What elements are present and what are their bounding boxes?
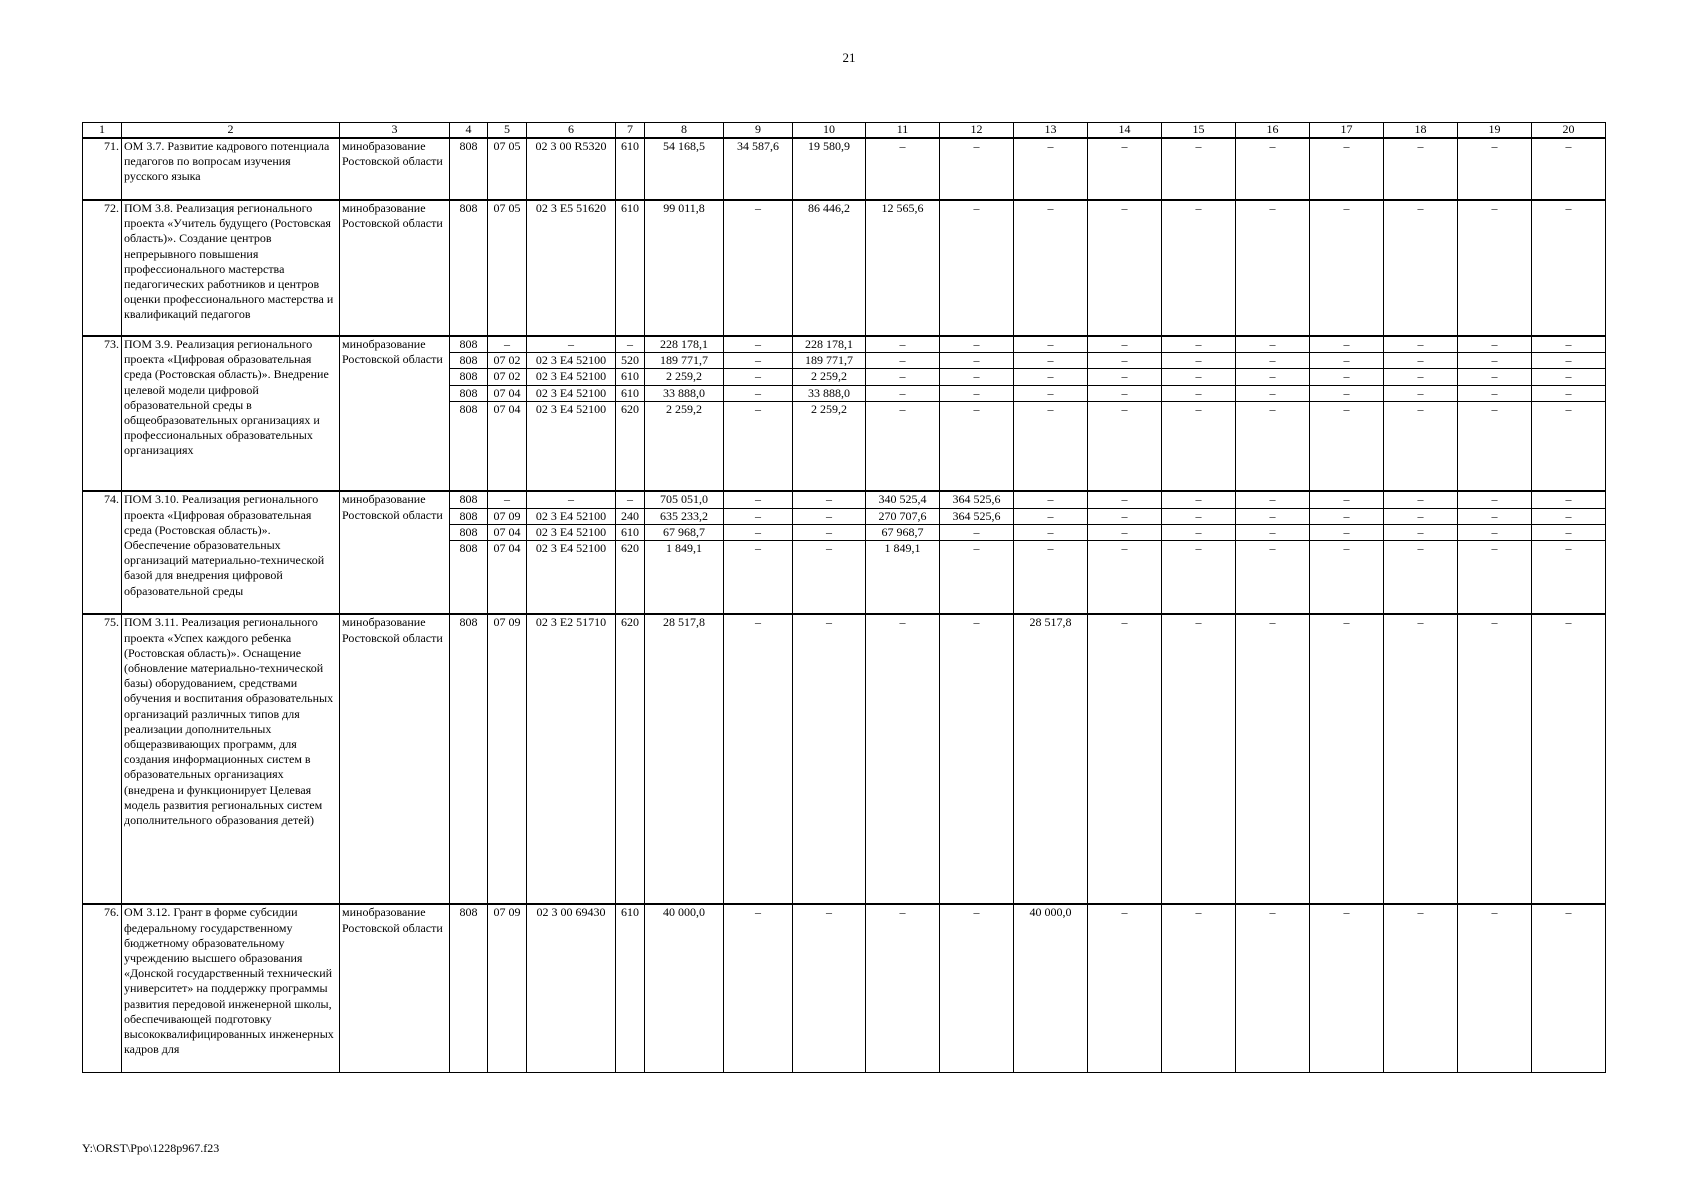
year-amount-cell: – — [793, 508, 866, 524]
year-amount-cell: – — [1162, 508, 1236, 524]
year-amount-cell: – — [1088, 401, 1162, 491]
column-number-header: 17 — [1310, 123, 1384, 139]
measure-name: ПОМ 3.10. Реализация регионального проекта «Цифровая образовательная среда (Ростовская область)». Обеспечение образовательных организаций материально-технической базой для внедрения цифровой образовательной среды — [122, 491, 340, 614]
year-amount-cell: – — [1236, 508, 1310, 524]
section-code-cell: 07 04 — [488, 524, 527, 540]
year-amount-cell: – — [1384, 401, 1458, 491]
year-amount-cell: – — [1384, 524, 1458, 540]
expense-type-cell: 610 — [616, 369, 645, 385]
year-amount-cell: – — [940, 353, 1014, 369]
year-amount-cell: – — [1236, 904, 1310, 1072]
grbs-code-cell: 808 — [450, 614, 488, 904]
year-amount-cell: – — [724, 491, 793, 508]
year-amount-cell: – — [1310, 904, 1384, 1072]
year-amount-cell: – — [1310, 614, 1384, 904]
year-amount-cell: – — [866, 138, 940, 200]
section-code-cell: 07 05 — [488, 138, 527, 200]
year-amount-cell: – — [940, 401, 1014, 491]
year-amount-cell: – — [1162, 540, 1236, 614]
year-amount-cell: 34 587,6 — [724, 138, 793, 200]
year-amount-cell: – — [1088, 353, 1162, 369]
year-amount-cell: – — [1088, 508, 1162, 524]
year-amount-cell: – — [1384, 491, 1458, 508]
grbs-code-cell: 808 — [450, 138, 488, 200]
year-amount-cell: 364 525,6 — [940, 508, 1014, 524]
year-amount-cell: – — [1162, 336, 1236, 353]
target-article-cell: 02 3 E4 52100 — [527, 385, 616, 401]
year-amount-cell: – — [1236, 401, 1310, 491]
year-amount-cell: – — [940, 138, 1014, 200]
year-amount-cell: – — [1014, 385, 1088, 401]
year-amount-cell: – — [1458, 385, 1532, 401]
year-amount-cell: – — [1088, 540, 1162, 614]
year-amount-cell: – — [793, 491, 866, 508]
column-number-header: 5 — [488, 123, 527, 139]
year-amount-cell: – — [1162, 200, 1236, 336]
total-amount-cell: 40 000,0 — [645, 904, 724, 1072]
grbs-code-cell: 808 — [450, 524, 488, 540]
year-amount-cell: – — [1310, 336, 1384, 353]
year-amount-cell: – — [1384, 904, 1458, 1072]
year-amount-cell: – — [1384, 336, 1458, 353]
year-amount-cell: – — [1088, 491, 1162, 508]
target-article-cell: – — [527, 336, 616, 353]
year-amount-cell: – — [1162, 353, 1236, 369]
year-amount-cell: – — [1458, 508, 1532, 524]
executor: минобразование Ростовской области — [340, 138, 450, 200]
year-amount-cell: – — [1458, 369, 1532, 385]
row-number: 73. — [83, 336, 122, 491]
column-number-header: 10 — [793, 123, 866, 139]
grbs-code-cell: 808 — [450, 336, 488, 353]
year-amount-cell: – — [1384, 385, 1458, 401]
table-row — [83, 336, 1606, 353]
year-amount-cell: – — [1014, 369, 1088, 385]
expense-type-cell: 620 — [616, 401, 645, 491]
year-amount-cell: – — [866, 353, 940, 369]
total-amount-cell: 54 168,5 — [645, 138, 724, 200]
year-amount-cell: – — [724, 200, 793, 336]
year-amount-cell: – — [1384, 540, 1458, 614]
total-amount-cell: 99 011,8 — [645, 200, 724, 336]
total-amount-cell: 189 771,7 — [645, 353, 724, 369]
year-amount-cell: – — [1310, 540, 1384, 614]
year-amount-cell: – — [1014, 524, 1088, 540]
year-amount-cell: – — [1310, 369, 1384, 385]
section-code-cell: 07 04 — [488, 401, 527, 491]
expense-type-cell: 610 — [616, 385, 645, 401]
year-amount-cell: – — [1310, 508, 1384, 524]
year-amount-cell: 28 517,8 — [1014, 614, 1088, 904]
year-amount-cell: – — [1532, 401, 1606, 491]
year-amount-cell: – — [1458, 524, 1532, 540]
grbs-code-cell: 808 — [450, 904, 488, 1072]
total-amount-cell: 2 259,2 — [645, 369, 724, 385]
year-amount-cell: – — [1532, 200, 1606, 336]
year-amount-cell: – — [724, 369, 793, 385]
year-amount-cell: – — [940, 614, 1014, 904]
year-amount-cell: – — [1384, 508, 1458, 524]
table-row — [83, 614, 1606, 904]
expense-type-cell: 610 — [616, 904, 645, 1072]
year-amount-cell: – — [1310, 200, 1384, 336]
year-amount-cell: 2 259,2 — [793, 369, 866, 385]
section-code-cell: – — [488, 336, 527, 353]
table-row — [83, 200, 1606, 336]
grbs-code-cell: 808 — [450, 508, 488, 524]
year-amount-cell: – — [940, 369, 1014, 385]
section-code-cell: – — [488, 491, 527, 508]
expense-type-cell: 240 — [616, 508, 645, 524]
year-amount-cell: – — [1310, 524, 1384, 540]
table-row — [83, 904, 1606, 1072]
column-number-header: 18 — [1384, 123, 1458, 139]
measure-name: ОМ 3.7. Развитие кадрового потенциала педагогов по вопросам изучения русского языка — [122, 138, 340, 200]
year-amount-cell: 33 888,0 — [793, 385, 866, 401]
year-amount-cell: 1 849,1 — [866, 540, 940, 614]
column-number-header: 8 — [645, 123, 724, 139]
target-article-cell: 02 3 00 69430 — [527, 904, 616, 1072]
year-amount-cell: – — [1236, 491, 1310, 508]
column-number-header: 1 — [83, 123, 122, 139]
column-number-header: 2 — [122, 123, 340, 139]
column-number-header: 15 — [1162, 123, 1236, 139]
year-amount-cell: 228 178,1 — [793, 336, 866, 353]
row-number: 72. — [83, 200, 122, 336]
year-amount-cell: – — [1532, 353, 1606, 369]
year-amount-cell: – — [1088, 200, 1162, 336]
page-number: 21 — [842, 50, 856, 65]
year-amount-cell: – — [1162, 138, 1236, 200]
year-amount-cell: 19 580,9 — [793, 138, 866, 200]
year-amount-cell: – — [940, 540, 1014, 614]
year-amount-cell: 270 707,6 — [866, 508, 940, 524]
year-amount-cell: – — [1014, 540, 1088, 614]
year-amount-cell: – — [724, 336, 793, 353]
year-amount-cell: – — [1014, 200, 1088, 336]
year-amount-cell: – — [793, 614, 866, 904]
year-amount-cell: – — [724, 540, 793, 614]
column-number-header: 19 — [1458, 123, 1532, 139]
year-amount-cell: – — [1384, 353, 1458, 369]
year-amount-cell: – — [1162, 491, 1236, 508]
section-code-cell: 07 05 — [488, 200, 527, 336]
target-article-cell: 02 3 E4 52100 — [527, 353, 616, 369]
year-amount-cell: – — [1532, 369, 1606, 385]
year-amount-cell: 340 525,4 — [866, 491, 940, 508]
column-number-header: 11 — [866, 123, 940, 139]
year-amount-cell: – — [724, 904, 793, 1072]
year-amount-cell: – — [1384, 138, 1458, 200]
year-amount-cell: – — [1458, 540, 1532, 614]
year-amount-cell: – — [1162, 369, 1236, 385]
year-amount-cell: – — [1310, 138, 1384, 200]
grbs-code-cell: 808 — [450, 491, 488, 508]
row-number: 75. — [83, 614, 122, 904]
column-number-header: 6 — [527, 123, 616, 139]
year-amount-cell: – — [1532, 614, 1606, 904]
target-article-cell: 02 3 E5 51620 — [527, 200, 616, 336]
year-amount-cell: – — [1162, 401, 1236, 491]
section-code-cell: 07 09 — [488, 904, 527, 1072]
year-amount-cell: – — [940, 336, 1014, 353]
year-amount-cell: – — [866, 385, 940, 401]
total-amount-cell: 67 968,7 — [645, 524, 724, 540]
column-number-header: 12 — [940, 123, 1014, 139]
year-amount-cell: 86 446,2 — [793, 200, 866, 336]
expense-type-cell: 610 — [616, 200, 645, 336]
year-amount-cell: – — [793, 524, 866, 540]
row-number: 74. — [83, 491, 122, 614]
expense-type-cell: – — [616, 336, 645, 353]
grbs-code-cell: 808 — [450, 369, 488, 385]
year-amount-cell: – — [1088, 524, 1162, 540]
year-amount-cell: – — [1458, 336, 1532, 353]
column-number-header: 20 — [1532, 123, 1606, 139]
target-article-cell: 02 3 E2 51710 — [527, 614, 616, 904]
target-article-cell: 02 3 E4 52100 — [527, 508, 616, 524]
year-amount-cell: – — [724, 353, 793, 369]
year-amount-cell: – — [940, 385, 1014, 401]
year-amount-cell: – — [1088, 614, 1162, 904]
year-amount-cell: – — [1532, 138, 1606, 200]
year-amount-cell: – — [1014, 401, 1088, 491]
column-number-header: 9 — [724, 123, 793, 139]
year-amount-cell: – — [1236, 200, 1310, 336]
total-amount-cell: 2 259,2 — [645, 401, 724, 491]
year-amount-cell: – — [724, 385, 793, 401]
year-amount-cell: – — [1162, 904, 1236, 1072]
total-amount-cell: 228 178,1 — [645, 336, 724, 353]
year-amount-cell: – — [1310, 491, 1384, 508]
year-amount-cell: – — [1088, 336, 1162, 353]
year-amount-cell: – — [1236, 524, 1310, 540]
year-amount-cell: – — [866, 369, 940, 385]
year-amount-cell: – — [1236, 353, 1310, 369]
target-article-cell: 02 3 E4 52100 — [527, 369, 616, 385]
measure-name: ПОМ 3.8. Реализация регионального проекта «Учитель будущего (Ростовская область)». Создание центров непрерывного повышения профессионального мастерства педагогических работников и центров оценки профессионального мастерства и квалификаций педагогов — [122, 200, 340, 336]
year-amount-cell: – — [940, 200, 1014, 336]
total-amount-cell: 635 233,2 — [645, 508, 724, 524]
year-amount-cell: – — [1014, 491, 1088, 508]
grbs-code-cell: 808 — [450, 353, 488, 369]
header-row — [83, 123, 1606, 139]
total-amount-cell: 28 517,8 — [645, 614, 724, 904]
year-amount-cell: 67 968,7 — [866, 524, 940, 540]
target-article-cell: 02 3 E4 52100 — [527, 540, 616, 614]
year-amount-cell: – — [866, 401, 940, 491]
row-number: 76. — [83, 904, 122, 1072]
measure-name: ПОМ 3.11. Реализация регионального проекта «Успех каждого ребенка (Ростовская область)». Оснащение (обновление материально-технической базы) оборудованием, средствами обучения и воспитания образовательных организаций различных типов для реализации дополнительных общеразвивающих программ, для создания информационных систем в образовательных организациях (внедрена и функционирует Целевая модель развития региональных систем дополнительного образования детей) — [122, 614, 340, 904]
year-amount-cell: – — [1236, 385, 1310, 401]
year-amount-cell: – — [1458, 401, 1532, 491]
executor: минобразование Ростовской области — [340, 614, 450, 904]
year-amount-cell: – — [1458, 138, 1532, 200]
expense-type-cell: – — [616, 491, 645, 508]
year-amount-cell: – — [724, 401, 793, 491]
measure-name: ПОМ 3.9. Реализация регионального проекта «Цифровая образовательная среда (Ростовская область)». Внедрение целевой модели цифровой образовательной среды в общеобразовательных организациях и профессиональных образовательных организациях — [122, 336, 340, 491]
year-amount-cell: – — [1162, 385, 1236, 401]
year-amount-cell: – — [1310, 353, 1384, 369]
expense-type-cell: 620 — [616, 540, 645, 614]
year-amount-cell: – — [1310, 401, 1384, 491]
year-amount-cell: – — [793, 904, 866, 1072]
column-number-header: 13 — [1014, 123, 1088, 139]
section-code-cell: 07 02 — [488, 369, 527, 385]
year-amount-cell: – — [1014, 336, 1088, 353]
year-amount-cell: – — [1384, 200, 1458, 336]
year-amount-cell: – — [866, 614, 940, 904]
year-amount-cell: – — [1236, 540, 1310, 614]
year-amount-cell: – — [1532, 385, 1606, 401]
target-article-cell: 02 3 E4 52100 — [527, 524, 616, 540]
section-code-cell: 07 04 — [488, 385, 527, 401]
year-amount-cell: – — [1236, 138, 1310, 200]
year-amount-cell: – — [866, 904, 940, 1072]
grbs-code-cell: 808 — [450, 385, 488, 401]
year-amount-cell: – — [1532, 336, 1606, 353]
executor: минобразование Ростовской области — [340, 904, 450, 1072]
year-amount-cell: – — [1458, 614, 1532, 904]
section-code-cell: 07 04 — [488, 540, 527, 614]
year-amount-cell: – — [1162, 524, 1236, 540]
column-number-header: 3 — [340, 123, 450, 139]
table-row — [83, 491, 1606, 508]
year-amount-cell: – — [1088, 385, 1162, 401]
measure-name: ОМ 3.12. Грант в форме субсидии федеральному государственному бюджетному образовательному учреждению высшего образования «Донской государственный технический университет» на поддержку программы развития передовой инженерной школы, обеспечивающей подготовку высококвалифицированных инженерных кадров для — [122, 904, 340, 1072]
year-amount-cell: – — [1384, 369, 1458, 385]
column-number-header: 4 — [450, 123, 488, 139]
year-amount-cell: – — [724, 524, 793, 540]
year-amount-cell: 2 259,2 — [793, 401, 866, 491]
year-amount-cell: – — [866, 336, 940, 353]
column-number-header: 14 — [1088, 123, 1162, 139]
year-amount-cell: – — [1088, 369, 1162, 385]
row-number: 71. — [83, 138, 122, 200]
section-code-cell: 07 02 — [488, 353, 527, 369]
year-amount-cell: – — [1088, 138, 1162, 200]
year-amount-cell: 364 525,6 — [940, 491, 1014, 508]
expense-type-cell: 520 — [616, 353, 645, 369]
year-amount-cell: – — [1384, 614, 1458, 904]
year-amount-cell: – — [724, 508, 793, 524]
year-amount-cell: – — [1532, 508, 1606, 524]
expense-type-cell: 620 — [616, 614, 645, 904]
total-amount-cell: 33 888,0 — [645, 385, 724, 401]
section-code-cell: 07 09 — [488, 508, 527, 524]
year-amount-cell: – — [1458, 353, 1532, 369]
year-amount-cell: – — [1532, 491, 1606, 508]
expense-type-cell: 610 — [616, 138, 645, 200]
year-amount-cell: – — [1014, 353, 1088, 369]
executor: минобразование Ростовской области — [340, 336, 450, 491]
target-article-cell: – — [527, 491, 616, 508]
grbs-code-cell: 808 — [450, 401, 488, 491]
year-amount-cell: – — [1458, 904, 1532, 1072]
year-amount-cell: – — [1532, 524, 1606, 540]
total-amount-cell: 1 849,1 — [645, 540, 724, 614]
section-code-cell: 07 09 — [488, 614, 527, 904]
footer-file-path: Y:\ORST\Ppo\1228p967.f23 — [82, 1141, 220, 1155]
year-amount-cell: 189 771,7 — [793, 353, 866, 369]
year-amount-cell: – — [793, 540, 866, 614]
total-amount-cell: 705 051,0 — [645, 491, 724, 508]
year-amount-cell: – — [940, 904, 1014, 1072]
column-number-header: 16 — [1236, 123, 1310, 139]
target-article-cell: 02 3 00 R5320 — [527, 138, 616, 200]
column-number-header: 7 — [616, 123, 645, 139]
target-article-cell: 02 3 E4 52100 — [527, 401, 616, 491]
budget-table — [82, 122, 1606, 1073]
year-amount-cell: – — [1236, 614, 1310, 904]
year-amount-cell: – — [1310, 385, 1384, 401]
year-amount-cell: – — [1236, 336, 1310, 353]
year-amount-cell: – — [724, 614, 793, 904]
grbs-code-cell: 808 — [450, 200, 488, 336]
table-row — [83, 138, 1606, 200]
executor: минобразование Ростовской области — [340, 200, 450, 336]
year-amount-cell: – — [1088, 904, 1162, 1072]
executor: минобразование Ростовской области — [340, 491, 450, 614]
year-amount-cell: – — [1014, 508, 1088, 524]
year-amount-cell: 12 565,6 — [866, 200, 940, 336]
year-amount-cell: – — [1532, 540, 1606, 614]
year-amount-cell: – — [1236, 369, 1310, 385]
year-amount-cell: – — [1014, 138, 1088, 200]
year-amount-cell: – — [1162, 614, 1236, 904]
year-amount-cell: – — [1458, 491, 1532, 508]
year-amount-cell: – — [940, 524, 1014, 540]
expense-type-cell: 610 — [616, 524, 645, 540]
year-amount-cell: – — [1458, 200, 1532, 336]
year-amount-cell: – — [1532, 904, 1606, 1072]
year-amount-cell: 40 000,0 — [1014, 904, 1088, 1072]
grbs-code-cell: 808 — [450, 540, 488, 614]
